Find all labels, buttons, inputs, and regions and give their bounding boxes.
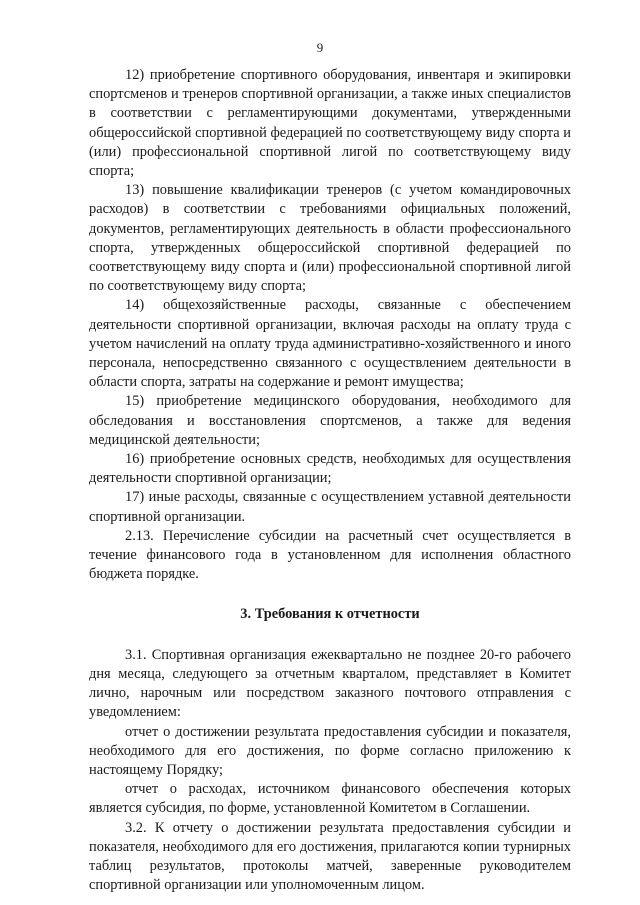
list-item-12: 12) приобретение спортивного оборудования, инвентаря и экипировки спортсменов и тренеров спортивной организации, а также иных специалистов в соответствии с регламентирующими документами, утвержденными общероссийской спортивной федерацией по соответствующему виду спорта и (или) профессиональной спортивной лигой по соответствующему виду спорта; <box>89 67 571 180</box>
list-item-16: 16) приобретение основных средств, необходимых для осуществления деятельности спортивной организации; <box>89 451 571 487</box>
clause-2-13: 2.13. Перечисление субсидии на расчетный счет осуществляется в течение финансового года в установленном для исполнения областного бюджета порядке. <box>89 527 571 583</box>
list-item-14: 14) общехозяйственные расходы, связанные с обеспечением деятельности спортивной организации, включая расходы на оплату труда с учетом начислений на оплату труда административно-хозяйственного и иного персонала, непосредственно связанного с осуществлением деятельности в области спорта, затраты на содержание и ремонт имущества; <box>89 297 571 391</box>
clause-3-1: 3.1. Спортивная организация ежеквартально не позднее 20-го рабочего дня месяца, следующего за отчетным кварталом, представляет в Комитет лично, нарочным или посредством заказного почтового отправления с уведомлением: <box>89 646 571 721</box>
page-number: 9 <box>316 40 324 55</box>
list-item-13: 13) повышение квалификации тренеров (с учетом командировочных расходов) в соответствии с требованиями официальных положений, документов, регламентирующих деятельность в области профессионального спорта, утвержденных общероссийской спортивной федерацией по соответствующему виду спорта и (или) профессиональной спортивной лигой по соответствующему виду спорта; <box>89 182 571 295</box>
list-item-17: 17) иные расходы, связанные с осуществлением уставной деятельности спортивной организации. <box>89 489 571 525</box>
clause-3-1-report-expenses: отчет о расходах, источником финансового обеспечения которых является субсидия, по форме, установленной Комитетом в Соглашении. <box>89 781 571 817</box>
clause-3-1-report-result: отчет о достижении результата предоставления субсидии и показателя, необходимого для его достижения, по форме согласно приложению к настоящему Порядку; <box>89 723 571 778</box>
list-item-15: 15) приобретение медицинского оборудования, необходимого для обследования и восстановления спортсменов, а также для ведения медицинской деятельности; <box>89 393 571 448</box>
section-3-title: 3. Требования к отчетности <box>240 606 420 623</box>
clause-3-2: 3.2. К отчету о достижении результата предоставления субсидии и показателя, необходимого для его достижения, прилагаются копии турнирных таблиц результатов, протоколы матчей, заверенные руководителем спортивной организации или уполномоченным лицом. <box>89 819 571 894</box>
document-body <box>89 66 571 895</box>
